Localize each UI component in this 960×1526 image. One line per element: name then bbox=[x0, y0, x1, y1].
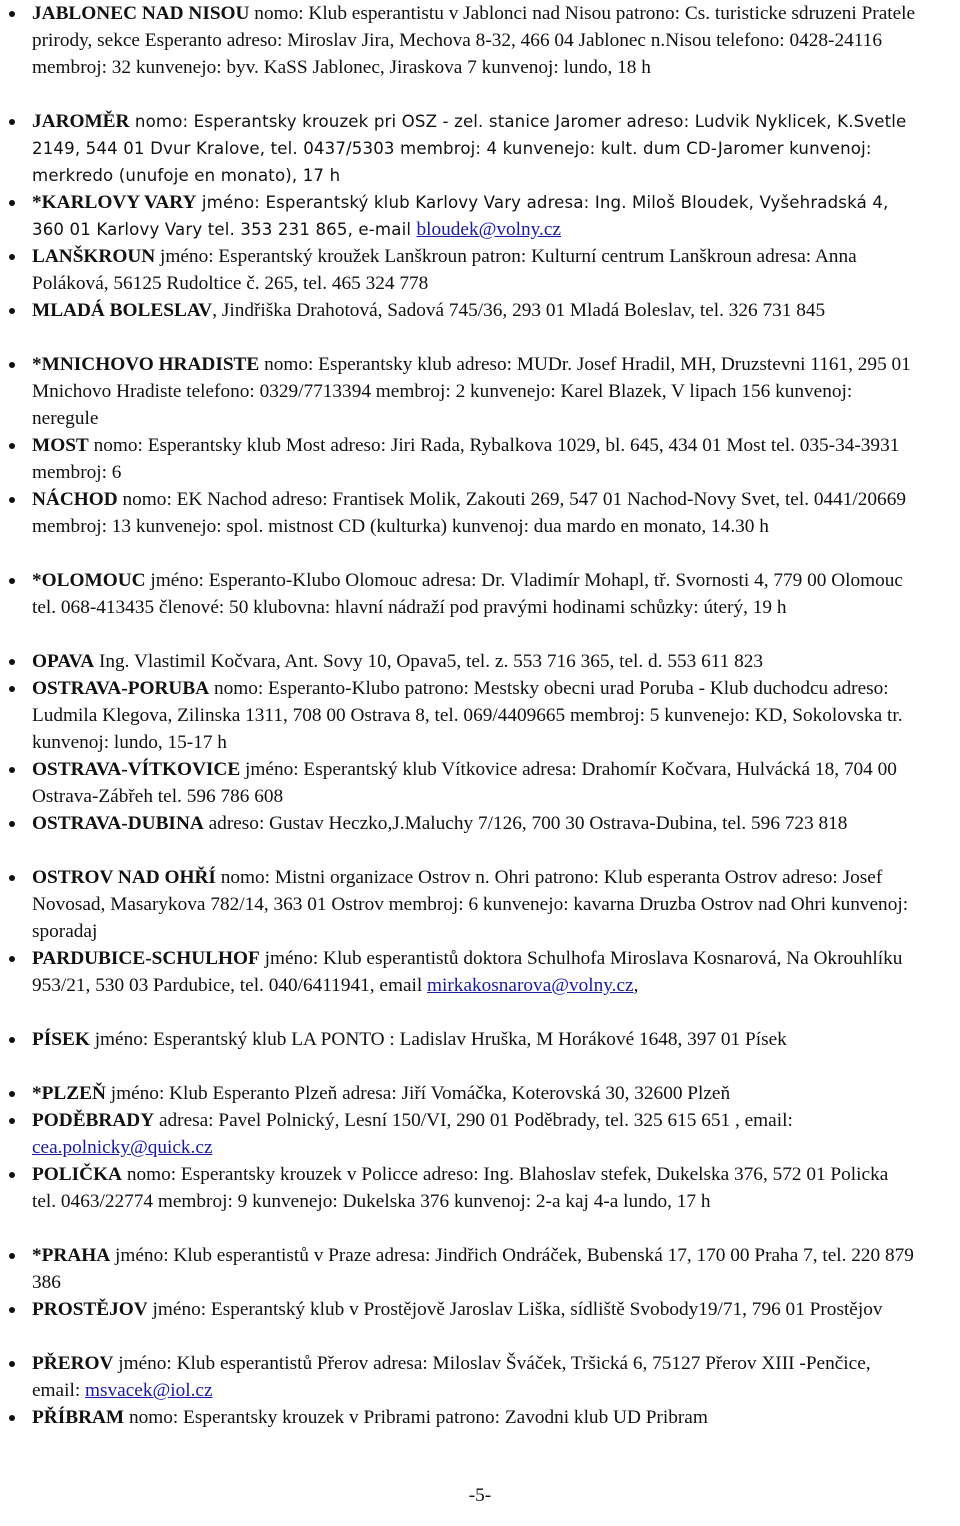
entry-details: nomo: Esperantsky klub Most adreso: Jiri Rada, Rybalkova 1029, bl. 645, 434 01 Most tel. 035-34-3931 membroj: 6 bbox=[32, 435, 900, 483]
bullet-icon bbox=[9, 119, 15, 125]
entry-details: nomo: Klub esperantistu v Jablonci nad Nisou patrono: Cs. turisticke sdruzeni Pratele prirody, sekce Esperanto adreso: Miroslav Jira, Mechova 8-32, 466 04 Jablonec n.Nisou telefono: 0428-24116 membroj: 32 kunvenejo: byv. KaSS Jablonec, Jiraskova 7 kunvenoj: lundo, 18 h bbox=[32, 3, 916, 78]
entry-title: OSTRAVA-VÍTKOVICE bbox=[32, 759, 241, 780]
entry-title: OSTRAVA-DUBINA bbox=[32, 813, 204, 834]
list-item bbox=[0, 108, 938, 189]
bullet-icon bbox=[9, 11, 15, 17]
email-link[interactable]: msvacek@iol.cz bbox=[85, 1380, 213, 1401]
entry-details: nomo: Esperantsky klub adreso: MUDr. Josef Hradil, MH, Druzstevni 1161, 295 01 Mnichovo Hradiste telefono: 0329/7713394 membroj: 2 kunvenejo: Karel Blazek, V lipach 156 kunvenoj: neregule bbox=[32, 354, 911, 429]
entry-details: jméno: Klub esperantistů v Praze adresa: Jindřich Ondráček, Bubenská 17, 170 00 Praha 7, tel. 220 879 386 bbox=[32, 1245, 914, 1293]
list-item bbox=[0, 1107, 938, 1161]
entry-details: nomo: Esperantsky krouzek pri OSZ - zel. stanice Jaromer adreso: Ludvik Nyklicek, K.Svetle 2149, 544 01 Dvur Kralove, tel. 0437/5303 membroj: 4 kunvenejo: kult. dum CD-Jaromer kunvenoj: merkredo (unufoje en monato), 17 h bbox=[32, 112, 907, 185]
entry-details: jméno: Esperantský klub LA PONTO : Ladislav Hruška, M Horákové 1648, 397 01 Písek bbox=[89, 1029, 787, 1050]
list-item bbox=[0, 1161, 938, 1215]
bullet-icon bbox=[9, 956, 15, 962]
list-item bbox=[0, 945, 938, 999]
list-item bbox=[0, 756, 938, 810]
entry-details: jméno: Klub esperantistů Přerov adresa: Miloslav Šváček, Tršická 6, 75127 Přerov XIII -Penčice, email: bbox=[32, 1353, 871, 1401]
entry-title: PŘEROV bbox=[32, 1353, 114, 1374]
entry-details: adresa: Pavel Polnický, Lesní 150/VI, 290 01 Poděbrady, tel. 325 615 651 , email: bbox=[154, 1110, 793, 1131]
entry-details: jméno: Klub Esperanto Plzeň adresa: Jiří Vomáčka, Koterovská 30, 32600 Plzeň bbox=[105, 1083, 731, 1104]
bullet-icon bbox=[9, 1361, 15, 1367]
entry-title: JAROMĚR bbox=[32, 111, 130, 132]
entry-title: *PLZEŇ bbox=[32, 1083, 106, 1104]
list-item bbox=[0, 243, 938, 297]
entry-details: nomo: Esperantsky krouzek v Pribrami patrono: Zavodni klub UD Pribram bbox=[124, 1407, 708, 1428]
bullet-icon bbox=[9, 308, 15, 314]
entry-title: POLIČKA bbox=[32, 1164, 122, 1185]
entry-title: PROSTĚJOV bbox=[32, 1299, 148, 1320]
entry-title: OSTRAVA-PORUBA bbox=[32, 678, 210, 699]
entry-title: LANŠKROUN bbox=[32, 246, 156, 267]
entry-title: PARDUBICE-SCHULHOF bbox=[32, 948, 260, 969]
list-item bbox=[0, 1350, 938, 1404]
entry-details: jméno: Esperantský klub v Prostějově Jaroslav Liška, sídliště Svobody19/71, 796 01 Prostějov bbox=[147, 1299, 883, 1320]
list-item bbox=[0, 567, 938, 621]
entry-details: Ing. Vlastimil Kočvara, Ant. Sovy 10, Opava5, tel. z. 553 716 365, tel. d. 553 611 823 bbox=[94, 651, 764, 672]
list-item bbox=[0, 864, 938, 945]
email-link[interactable]: cea.polnicky@quick.cz bbox=[32, 1137, 213, 1158]
bullet-icon bbox=[9, 497, 15, 503]
bullet-icon bbox=[9, 1091, 15, 1097]
list-item bbox=[0, 1404, 938, 1431]
email-link[interactable]: bloudek@volny.cz bbox=[416, 219, 561, 240]
entry-details: jméno: Klub esperantistů doktora Schulhofa Miroslava Kosnarová, Na Okrouhlíku 953/21, 530 03 Pardubice, tel. 040/6411941, email bbox=[32, 948, 903, 996]
entry-details: jméno: Esperanto-Klubo Olomouc adresa: Dr. Vladimír Mohapl, tř. Svornosti 4, 779 00 Olomouc tel. 068-413435 členové: 50 klubovna: hlavní nádraží pod pravými hodinami schůzky: úterý, 19 h bbox=[32, 570, 903, 618]
bullet-icon bbox=[9, 1172, 15, 1178]
entry-details: jméno: Esperantský klub Karlovy Vary adresa: Ing. Miloš Bloudek, Vyšehradská 4, 360 01 Karlovy Vary tel. 353 231 865, e-mail bbox=[32, 193, 889, 239]
entry-title: *KARLOVY VARY bbox=[32, 192, 197, 213]
list-item bbox=[0, 486, 938, 540]
entry-title: PODĚBRADY bbox=[32, 1110, 155, 1131]
entry-trailing-text: , bbox=[633, 975, 639, 996]
entry-details: nomo: Esperanto-Klubo patrono: Mestsky obecni urad Poruba - Klub duchodcu adreso: Ludmila Klegova, Zilinska 1311, 708 00 Ostrava 8, tel. 069/4409665 membroj: 5 kunvenejo: KD, Sokolovska tr. kunvenoj: lundo, 15-17 h bbox=[32, 678, 903, 753]
list-item bbox=[0, 351, 938, 432]
entry-details: , Jindřiška Drahotová, Sadová 745/36, 293 01 Mladá Boleslav, tel. 326 731 845 bbox=[212, 300, 826, 321]
bullet-icon bbox=[9, 1253, 15, 1259]
bullet-icon bbox=[9, 767, 15, 773]
entry-title: MOST bbox=[32, 435, 89, 456]
list-item bbox=[0, 1080, 938, 1107]
list-item bbox=[0, 189, 938, 243]
list-item bbox=[0, 432, 938, 486]
bullet-icon bbox=[9, 254, 15, 260]
list-item bbox=[0, 1242, 938, 1296]
bullet-icon bbox=[9, 1037, 15, 1043]
entry-title: MLADÁ BOLESLAV bbox=[32, 300, 213, 321]
entry-title: *OLOMOUC bbox=[32, 570, 146, 591]
bullet-icon bbox=[9, 659, 15, 665]
entry-details: nomo: Esperantsky krouzek v Policce adreso: Ing. Blahoslav stefek, Dukelska 376, 572 01 Policka tel. 0463/22774 membroj: 9 kunvenejo: Dukelska 376 kunvenoj: 2-a kaj 4-a lundo, 17 h bbox=[32, 1164, 889, 1212]
list-item bbox=[0, 810, 938, 837]
list-item bbox=[0, 1296, 938, 1323]
list-item bbox=[0, 0, 938, 81]
list-item bbox=[0, 648, 938, 675]
bullet-icon bbox=[9, 686, 15, 692]
list-item bbox=[0, 675, 938, 756]
entry-title: *PRAHA bbox=[32, 1245, 111, 1266]
entry-title: NÁCHOD bbox=[32, 489, 118, 510]
list-item bbox=[0, 1026, 938, 1053]
bullet-icon bbox=[9, 200, 15, 206]
entry-title: OSTROV NAD OHŘÍ bbox=[32, 867, 216, 888]
entry-title: *MNICHOVO HRADISTE bbox=[32, 354, 260, 375]
entry-title: JABLONEC NAD NISOU bbox=[32, 3, 250, 24]
entry-details: adreso: Gustav Heczko,J.Maluchy 7/126, 700 30 Ostrava-Dubina, tel. 596 723 818 bbox=[203, 813, 848, 834]
list-item bbox=[0, 297, 938, 324]
bullet-icon bbox=[9, 875, 15, 881]
bullet-icon bbox=[9, 362, 15, 368]
bullet-icon bbox=[9, 578, 15, 584]
entry-title: OPAVA bbox=[32, 651, 95, 672]
entry-details: jméno: Esperantský kroužek Lanškroun patron: Kulturní centrum Lanškroun adresa: Anna Poláková, 56125 Rudoltice č. 265, tel. 465 324 778 bbox=[32, 246, 857, 294]
bullet-icon bbox=[9, 1118, 15, 1124]
entry-details: nomo: Mistni organizace Ostrov n. Ohri patrono: Klub esperanta Ostrov adreso: Josef Novosad, Masarykova 782/14, 363 01 Ostrov membroj: 6 kunvenejo: kavarna Druzba Ostrov nad Ohri kunvenoj: sporadaj bbox=[32, 867, 909, 942]
email-link[interactable]: mirkakosnarova@volny.cz bbox=[427, 975, 634, 996]
entry-details: jméno: Esperantský klub Vítkovice adresa: Drahomír Kočvara, Hulvácká 18, 704 00 Ostrava-Zábřeh tel. 596 786 608 bbox=[32, 759, 897, 807]
page-number: -5- bbox=[468, 1485, 492, 1506]
bullet-icon bbox=[9, 1307, 15, 1313]
bullet-icon bbox=[9, 443, 15, 449]
entry-details: nomo: EK Nachod adreso: Frantisek Molik, Zakouti 269, 547 01 Nachod-Novy Svet, tel. 0441/20669 membroj: 13 kunvenejo: spol. mistnost CD (kulturka) kunvenoj: dua mardo en monato, 14.30 h bbox=[32, 489, 906, 537]
entry-title: PÍSEK bbox=[32, 1029, 90, 1050]
bullet-icon bbox=[9, 821, 15, 827]
entry-title: PŘÍBRAM bbox=[32, 1407, 125, 1428]
bullet-icon bbox=[9, 1415, 15, 1421]
